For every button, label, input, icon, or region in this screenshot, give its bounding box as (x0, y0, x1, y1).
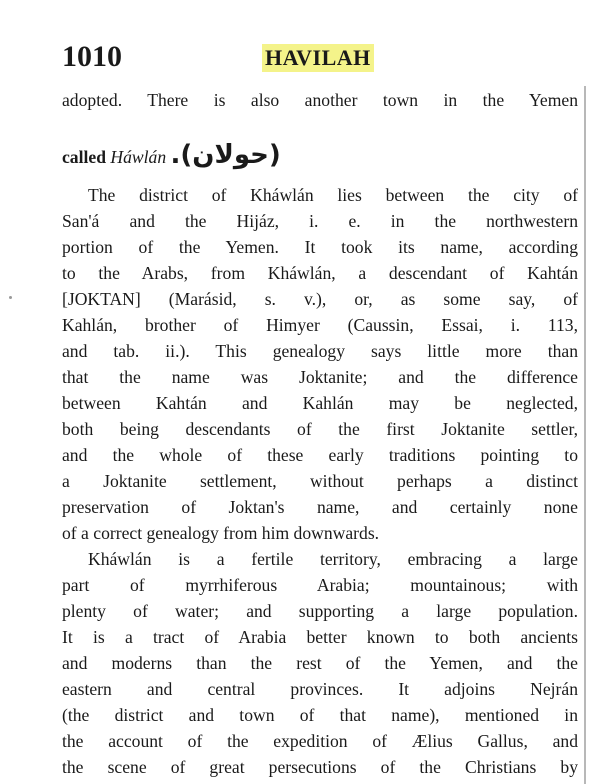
p1-line-7: and tab. ii.). This genealogy says little more than (62, 341, 578, 361)
line-2-prefix: called (62, 147, 106, 167)
p1-line-2: San'á and the Hijáz, i. e. in the northwestern (62, 211, 578, 231)
p1-line-3: portion of the Yemen. It took its name, according (62, 237, 578, 257)
p1-line-5: [JOKTAN] (Marásid, s. v.), or, as some say, of (62, 289, 578, 309)
p2-line-8: the account of the expedition of Ælius Gallus, and (62, 731, 578, 751)
p2-line-3: plenty of water; and supporting a large population. (62, 601, 578, 621)
p2-line-7: (the district and town of that name), mentioned in (62, 705, 578, 725)
p2-line-2: part of myrrhiferous Arabia; mountainous; with (62, 575, 578, 595)
page-header (62, 38, 582, 78)
p2-line-5: and moderns than the rest of the Yemen, and the (62, 653, 578, 673)
p1-line-10: both being descendants of the first Joktanite settler, (62, 419, 578, 439)
text-line-2 (62, 138, 578, 172)
p1-line-8: that the name was Joktanite; and the difference (62, 367, 578, 387)
p1-line-14: of a correct genealogy from him downwards. (62, 523, 380, 543)
p1-line-4: to the Arabs, from Kháwlán, a descendant of Kahtán (62, 263, 578, 283)
p1-line-1: The district of Kháwlán lies between the city of (88, 185, 578, 205)
p1-line-6: Kahlán, brother of Himyer (Caussin, Essai, i. 113, (62, 315, 578, 335)
text-line-1: adopted. There is also another town in the Yemen (62, 90, 578, 110)
margin-speck (9, 296, 12, 299)
p1-line-9: between Kahtán and Kahlán may be neglected, (62, 393, 578, 413)
p2-line-4: It is a tract of Arabia better known to both ancients (62, 627, 578, 647)
column-rule (584, 86, 586, 784)
p2-line-9: the scene of great persecutions of the Christians by (62, 757, 578, 777)
p1-line-12: a Joktanite settlement, without perhaps a distinct (62, 471, 578, 491)
arabic-name: (حولان). (170, 140, 281, 170)
p2-line-6: eastern and central provinces. It adjoins Nejrán (62, 679, 578, 699)
line-2-italic: Háwlán (110, 147, 167, 167)
p1-line-13: preservation of Joktan's name, and certainly none (62, 497, 578, 517)
p1-line-11: and the whole of these early traditions pointing to (62, 445, 578, 465)
p2-line-1: Kháwlán is a fertile territory, embracing a large (88, 549, 578, 569)
page-number: 1010 (62, 40, 122, 73)
running-head: HAVILAH (262, 44, 374, 72)
